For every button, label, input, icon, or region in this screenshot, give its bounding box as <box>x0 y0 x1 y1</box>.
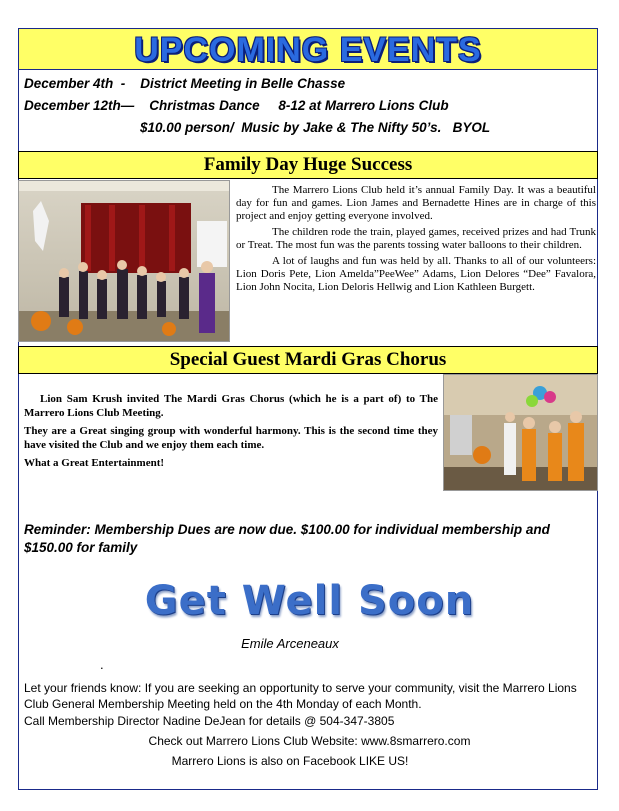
chorus-paragraph-3: What a Great Entertainment! <box>24 457 165 469</box>
family-day-heading: Family Day Huge Success <box>18 151 598 179</box>
chorus-heading: Special Guest Mardi Gras Chorus <box>18 346 598 374</box>
footer-invitation: Let your friends know: If you are seeking an opportunity to serve your community, visit the Marrero Lions Club General Membership Meeting held on the 4th Monday of each Month. <box>24 681 577 711</box>
family-day-photo <box>18 180 230 342</box>
get-well-name: Emile Arceneaux <box>241 636 339 651</box>
chorus-paragraph-1: Lion Sam Krush invited The Mardi Gras Chorus (which he is a part of) to The Marrero Lions Club Meeting. <box>24 393 438 419</box>
chorus-photo <box>443 374 598 491</box>
family-day-paragraph-2: The children rode the train, played games, received prizes and had Trunk or Treat. The most fun was the parents tossing water balloons to their children. <box>236 226 596 251</box>
family-day-photo-image <box>19 181 230 342</box>
family-day-paragraph-1: The Marrero Lions Club held it’s annual Family Day. It was a beautiful day for fun and games. Lion James and Bernadette Hines are in charge of this project and enjoy getting everyone involved. <box>236 184 596 222</box>
footer-membership-director: Call Membership Director Nadine DeJean for details @ 504-347-3805 <box>24 714 395 728</box>
stray-dot: . <box>100 657 104 672</box>
upcoming-events-title: UPCOMING EVENTS <box>134 31 482 69</box>
chorus-paragraph-2: They are a Great singing group with wonderful harmony. This is the second time they have visited the Club and we enjoy them each time. <box>24 425 438 451</box>
get-well-soon-title: Get Well Soon <box>144 578 475 624</box>
family-day-paragraph-3: A lot of laughs and fun was held by all. Thanks to all of our volunteers: Lion Doris Pete, Lion Amelda”PeeWee” Adams, Lion Delores “Dee” Favalora, Lion John Nocita, Lion Deloris Hellwig and Lion Kathleen Burgett. <box>236 255 596 293</box>
family-day-article <box>236 184 596 297</box>
chorus-article <box>24 392 438 474</box>
upcoming-events-banner <box>18 28 598 70</box>
footer-website: Check out Marrero Lions Club Website: www.8smarrero.com <box>148 734 471 748</box>
event-dance-details: $10.00 person/ Music by Jake & The Nifty 50’s. BYOL <box>140 120 491 135</box>
event-christmas-dance: December 12th— Christmas Dance 8-12 at Marrero Lions Club <box>24 98 449 113</box>
chorus-photo-image <box>444 375 598 491</box>
membership-reminder: Reminder: Membership Dues are now due. $100.00 for individual membership and $150.00 for family <box>24 522 550 555</box>
event-district-meeting: December 4th - District Meeting in Belle Chasse <box>24 76 346 91</box>
footer-facebook: Marrero Lions is also on Facebook LIKE US! <box>171 754 409 768</box>
